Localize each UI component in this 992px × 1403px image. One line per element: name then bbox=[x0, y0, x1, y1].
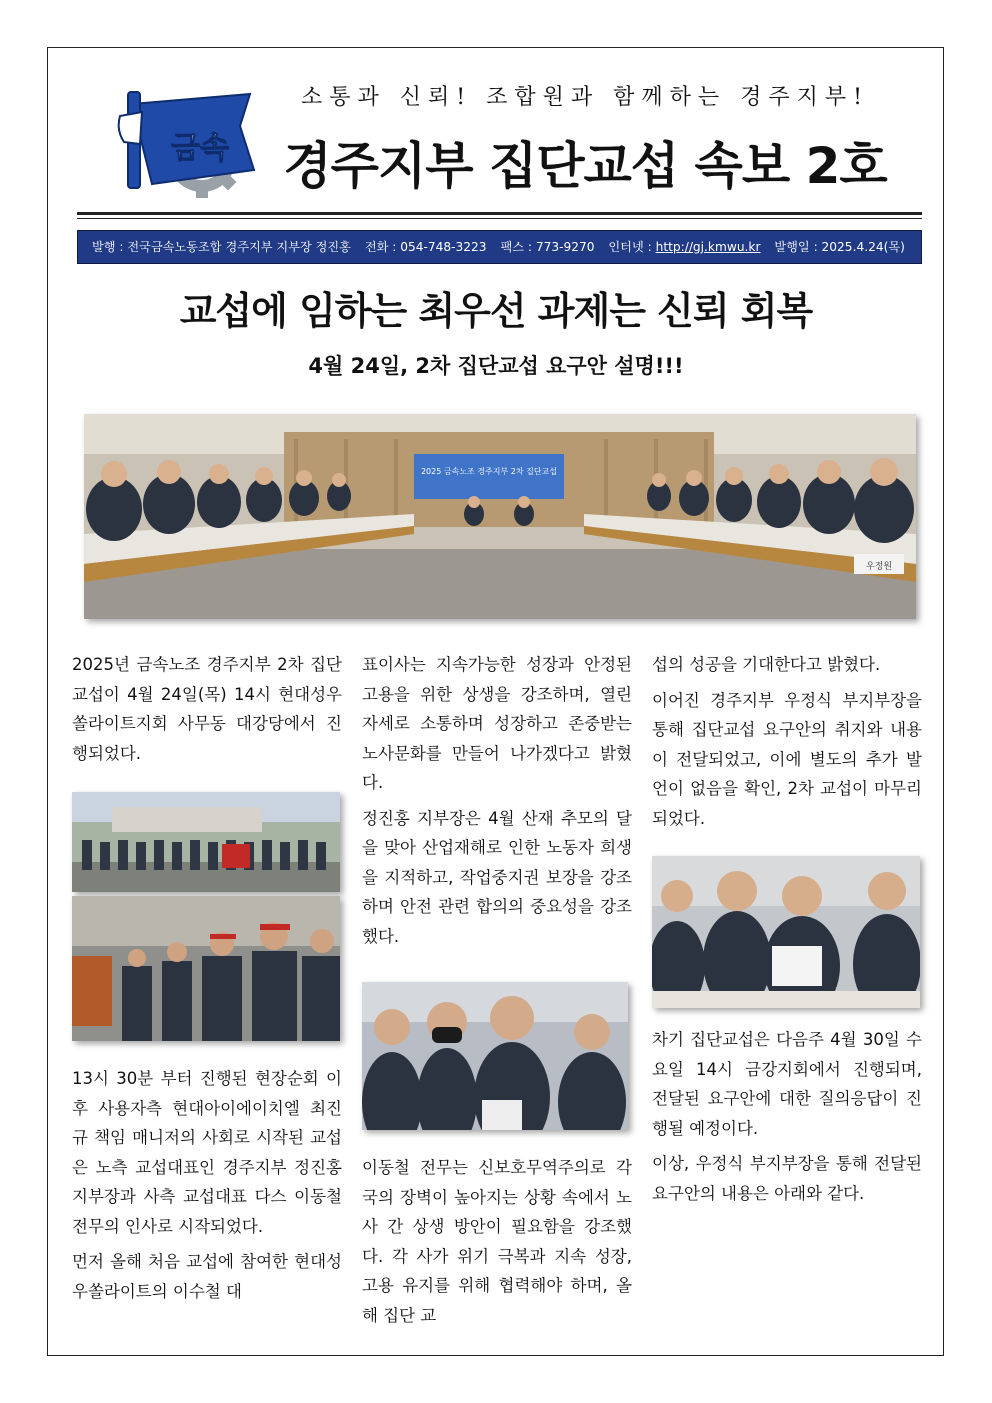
article-headline: 교섭에 임하는 최우선 과제는 신뢰 회복 bbox=[179, 289, 813, 333]
paragraph: 먼저 올해 처음 교섭에 참여한 현대성우쏠라이트의 이수철 대 bbox=[72, 1252, 342, 1301]
publisher: 발행 : 전국금속노동조합 경주지부 지부장 정진홍 bbox=[92, 240, 351, 254]
divider bbox=[77, 212, 922, 215]
banner-text: 2025 금속노조 경주지부 2차 집단교섭 bbox=[420, 467, 558, 476]
rally-photo-bottom bbox=[72, 896, 340, 1041]
article-subhead: 4월 24일, 2차 집단교섭 요구안 설명!!! bbox=[308, 354, 684, 378]
meeting-room-photo bbox=[84, 414, 916, 619]
paragraph: 차기 집단교섭은 다음주 4월 30일 수요일 14시 금강지회에서 진행되며, 전달된 요구안에 대한 질의응답이 진행될 예정이다. bbox=[652, 1030, 922, 1138]
rally-photo-top bbox=[72, 792, 340, 892]
internet-label: 인터넷 : bbox=[608, 240, 656, 254]
logo-text: 금속 bbox=[171, 131, 229, 166]
slogan: 소통과 신뢰! 조합원과 함께하는 경주지부! bbox=[301, 85, 869, 110]
nameplate-text: 우정원 bbox=[865, 562, 893, 572]
paragraph: 정진홍 지부장은 4월 산재 추모의 달을 맞아 산업재해로 인한 노동자 희생을 지적하고, 작업중지권 보장을 강조하며 안전 관련 합의의 중요성을 강조했다. bbox=[362, 808, 632, 946]
publish-date: 발행일 : 2025.4.24(목) bbox=[774, 240, 905, 254]
paragraph: 2025년 금속노조 경주지부 2차 집단교섭이 4월 24일(목) 14시 현대성우쏠라이트지회 사무동 대강당에서 진행되었다. bbox=[72, 655, 342, 763]
newsletter-title: 경주지부 집단교섭 속보 2호 bbox=[283, 137, 887, 195]
negotiation-table-photo bbox=[652, 856, 920, 1008]
speaker-photo bbox=[362, 982, 628, 1130]
paragraph: 13시 30분 부터 진행된 현장순회 이후 사용자측 현대아이에이치엘 최진규 책임 매니저의 사회로 시작된 교섭은 노측 교섭대표인 경주지부 정진홍 지부장과 사측 교섭대표 다스 이동철 전무의 인사로 시작되었다. bbox=[72, 1069, 342, 1236]
publication-bar bbox=[77, 230, 922, 264]
divider-thin bbox=[77, 218, 922, 219]
column-2 bbox=[362, 650, 632, 957]
column-3 bbox=[652, 650, 922, 839]
column-1-continued bbox=[72, 1064, 342, 1312]
website-link[interactable]: http://gj.kmwu.kr bbox=[655, 240, 761, 254]
union-logo bbox=[112, 86, 258, 200]
column-1 bbox=[72, 650, 342, 774]
paragraph: 표이사는 지속가능한 성장과 안정된 고용을 위한 상생을 강조하며, 열린 자세로 소통하며 성장하고 존중받는 노사문화를 만들어 나가겠다고 밝혔다. bbox=[362, 655, 632, 792]
phone: 전화 : 054-748-3223 bbox=[364, 240, 487, 254]
paragraph: 이어진 경주지부 우정식 부지부장을 통해 집단교섭 요구안의 취지와 내용이 전달되었고, 이에 별도의 추가 발언이 없음을 확인, 2차 교섭이 마무리 되었다. bbox=[652, 690, 922, 828]
paragraph: 이동철 전무는 신보호무역주의로 각국의 장벽이 높아지는 상황 속에서 노사 간 상생 방안이 필요함을 강조했다. 각 사가 위기 극복과 지속 성장, 고용 유지를 위해 협력해야 하며, 올해 집단 교 bbox=[362, 1158, 632, 1325]
fax: 팩스 : 773-9270 bbox=[500, 240, 595, 254]
paragraph: 이상, 우정식 부지부장을 통해 전달된 요구안의 내용은 아래와 같다. bbox=[652, 1154, 922, 1203]
column-2-continued bbox=[362, 1153, 632, 1336]
paragraph: 섭의 성공을 기대한다고 밝혔다. bbox=[652, 655, 881, 674]
column-3-continued bbox=[652, 1025, 922, 1214]
